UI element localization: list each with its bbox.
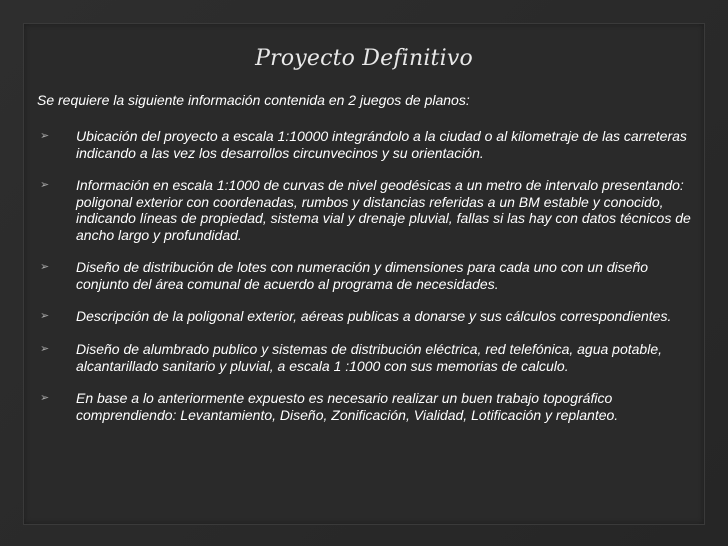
arrow-bullet-icon: ➢ [40,310,50,322]
bullet-text: Diseño de alumbrado publico y sistemas de distribución eléctrica, red telefónica, agua potable, alcantarillado sanitario y pluvial, a escala 1 :1000 con sus memorias de calculo. [76,341,663,374]
list-item [40,341,695,374]
bullet-list [40,128,695,439]
bullet-text: Descripción de la poligonal exterior, aéreas publicas a donarse y sus cálculos correspondientes. [76,308,672,324]
arrow-bullet-icon: ➢ [40,261,50,273]
list-item [40,308,695,325]
arrow-bullet-icon: ➢ [40,130,50,142]
slide-title: Proyecto Definitivo [255,46,473,71]
arrow-bullet-icon: ➢ [40,392,50,404]
arrow-bullet-icon: ➢ [40,343,50,355]
bullet-text: En base a lo anteriormente expuesto es necesario realizar un buen trabajo topográfico comprendiendo: Levantamiento, Diseño, Zonificación, Vialidad, Lotificación y replanteo. [76,390,619,423]
list-item [40,128,695,161]
intro-text: Se requiere la siguiente información contenida en 2 juegos de planos: [37,92,470,108]
arrow-bullet-icon: ➢ [40,179,50,191]
bullet-text: Ubicación del proyecto a escala 1:10000 integrándolo a la ciudad o al kilometraje de las carreteras indicando a las vez los desarrollos circunvecinos y su orientación. [76,128,687,161]
list-item [40,177,695,243]
list-item [40,259,695,292]
list-item [40,390,695,423]
bullet-text: Diseño de distribución de lotes con numeración y dimensiones para cada uno con un diseño conjunto del área comunal de acuerdo al programa de necesidades. [76,259,649,292]
bullet-text: Información en escala 1:1000 de curvas de nivel geodésicas a un metro de intervalo presentando: poligonal exterior con coordenadas, rumbos y distancias referidas a un BM estable y conocido, indicando líneas de propiedad, sistema vial y drenaje pluvial, fallas si las hay con datos técnicos de ancho largo y profundidad. [76,177,691,243]
